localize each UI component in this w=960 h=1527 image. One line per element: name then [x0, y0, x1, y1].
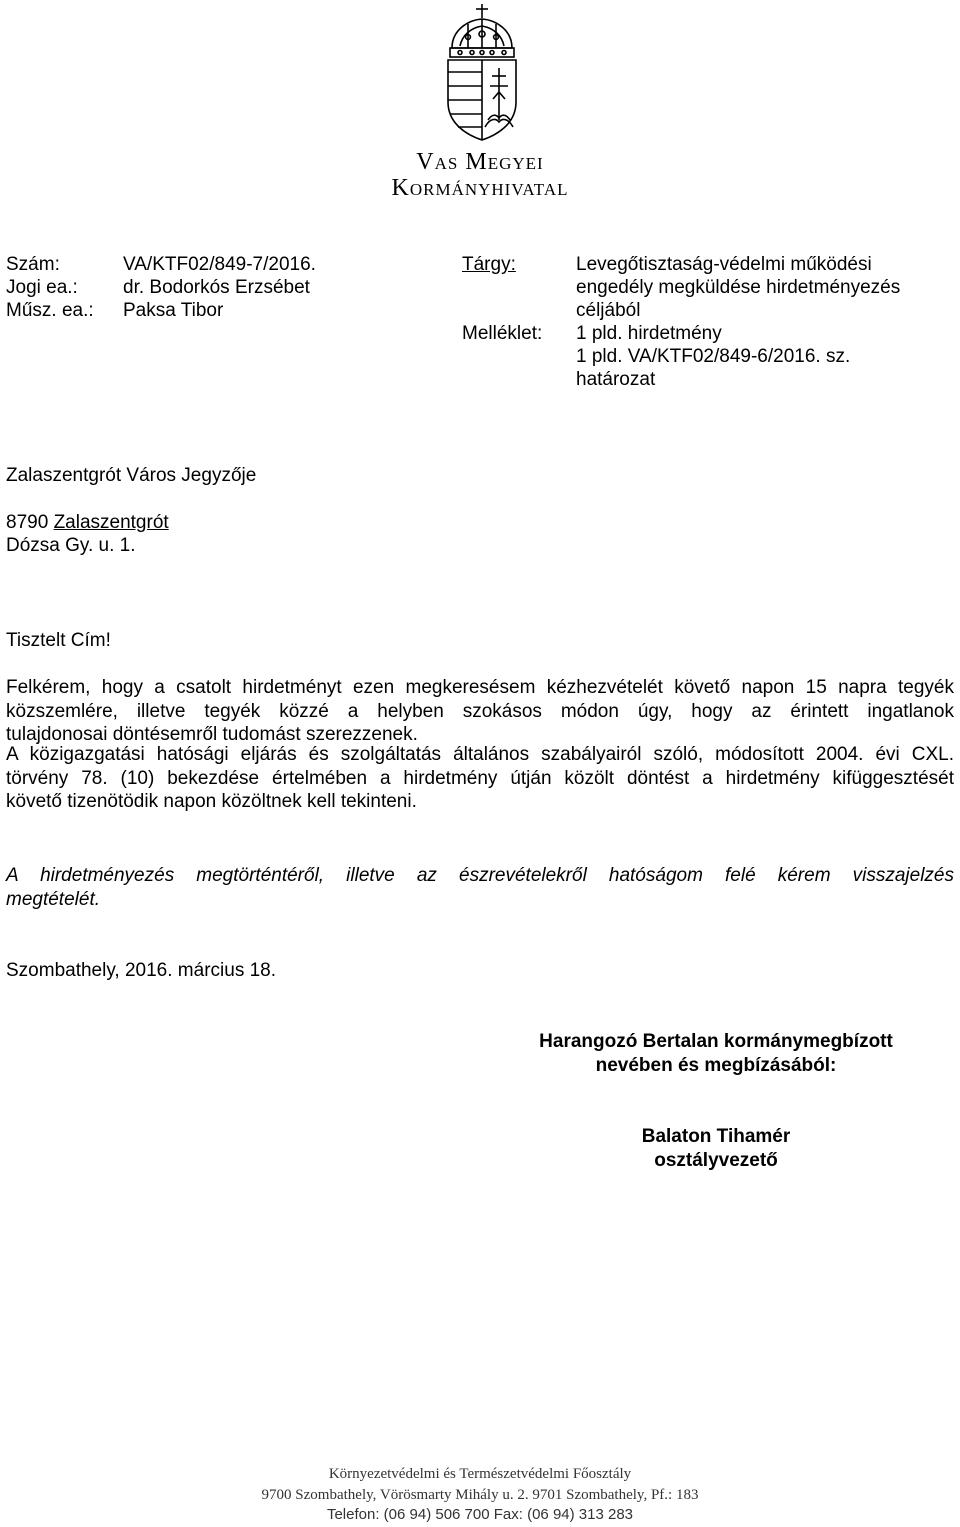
melleklet-line: határozat: [576, 369, 656, 390]
targy-line: Levegőtisztaság-védelmi működési: [576, 254, 872, 275]
melleklet-label: Melléklet:: [462, 323, 543, 344]
salutation: Tisztelt Cím!: [6, 630, 111, 651]
date-line: Szombathely, 2016. március 18.: [6, 960, 277, 981]
signer-title: osztályvezető: [654, 1150, 778, 1171]
targy-line: engedély megküldése hirdetményezés: [576, 277, 901, 298]
footer-address: 9700 Szombathely, Vörösmarty Mihály u. 2. 9701 Szombathely, Pf.: 183: [261, 1487, 699, 1503]
jogi-label: Jogi ea.:: [6, 277, 78, 298]
paragraph-line: A hirdetményezés megtörténtéről, illetve az észrevételekről hatóságom felé kérem visszajelzés: [6, 865, 954, 886]
melleklet-line: 1 pld. hirdetmény: [576, 323, 722, 344]
org-name-line2: Kormányhivatal: [391, 175, 569, 201]
paragraph-line: tulajdonosai döntésemről tudomást szerezzenek.: [6, 724, 418, 745]
recipient-street: Dózsa Gy. u. 1.: [6, 535, 136, 556]
paragraph-line: követő tizenötödik napon közöltnek kell tekinteni.: [6, 791, 417, 812]
coat-of-arms-icon: [438, 2, 526, 142]
szam-value: VA/KTF02/849-7/2016.: [123, 254, 316, 275]
footer-contact: Telefon: (06 94) 506 700 Fax: (06 94) 313 283: [326, 1506, 634, 1523]
signature-line1: Harangozó Bertalan kormánymegbízott: [539, 1031, 893, 1052]
signature-line2: nevében és megbízásából:: [595, 1055, 837, 1076]
paragraph-line: Felkérem, hogy a csatolt hirdetményt ezen megkeresésem kézhezvételét követő napon 15 napra tegyék: [6, 677, 954, 698]
paragraph-line: megtételét.: [6, 888, 100, 910]
org-name-line1: Vas Megyei: [416, 149, 544, 175]
jogi-value: dr. Bodorkós Erzsébet: [123, 277, 310, 298]
paragraph-2: [6, 743, 954, 814]
footer-department: Környezetvédelmi és Természetvédelmi Főosztály: [328, 1466, 632, 1482]
recipient-city: Zalaszentgrót: [53, 512, 169, 533]
recipient-name: Zalaszentgrót Város Jegyzője: [6, 465, 257, 486]
paragraph-1: [6, 676, 954, 747]
paragraph-line: A közigazgatási hatósági eljárás és szolgáltatás általános szabályairól szóló, módosított 2004. évi CXL.: [6, 744, 954, 765]
targy-label: Tárgy:: [462, 254, 516, 275]
musz-value: Paksa Tibor: [123, 300, 224, 321]
melleklet-line: 1 pld. VA/KTF02/849-6/2016. sz.: [576, 346, 851, 367]
musz-label: Műsz. ea.:: [6, 300, 94, 321]
recipient-city-line: [6, 511, 169, 535]
targy-line: céljából: [576, 300, 641, 321]
signer-name: Balaton Tihamér: [641, 1126, 791, 1147]
paragraph-line: közszemlére, illetve tegyék közzé a helyben szokásos módon úgy, hogy az érintett ingatlanok: [6, 700, 954, 722]
recipient-postcode: 8790: [6, 512, 49, 533]
paragraph-3: [6, 864, 954, 911]
szam-label: Szám:: [6, 254, 60, 275]
paragraph-line: törvény 78. (10) bekezdése értelmében a hirdetmény útján közölt döntést a hirdetmény kifüggesztését: [6, 767, 954, 789]
